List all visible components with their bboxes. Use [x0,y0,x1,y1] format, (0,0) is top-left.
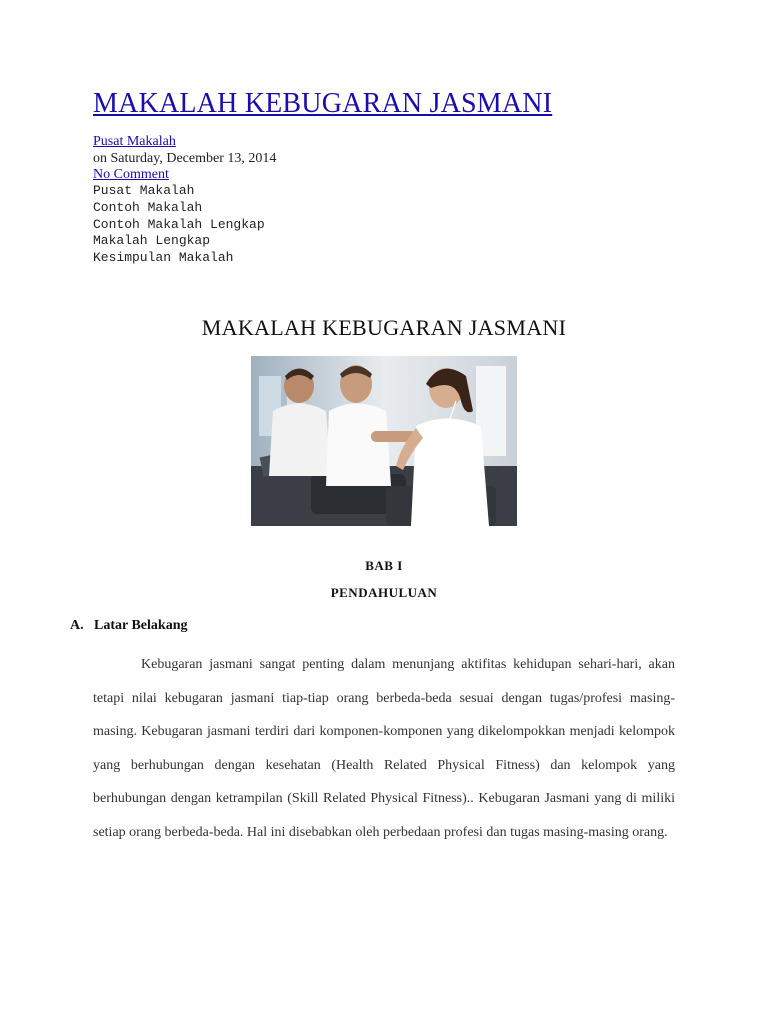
treadmill-photo [251,356,517,526]
label-item: Contoh Makalah [93,199,203,215]
comments-link[interactable]: No Comment [93,167,169,182]
post-title-link[interactable]: MAKALAH KEBUGARAN JASMANI [93,88,553,119]
label-item: Pusat Makalah [93,183,195,198]
section-number: A. [70,618,84,633]
body-paragraph: Kebugaran jasmani sangat penting dalam menunjang aktifitas kehidupan sehari-hari, akan tetapi nilai kebugaran jasmani tiap-tiap orang berbeda-beda sesuai dengan tugas/profesi masing-masing. Kebugaran jasmani terdiri dari komponen-komponen yang dikelompokkan menjadi kelompok yang berhubungan dengan kesehatan (Health Related Physical Fitness) dan kelompok yang berhubungan dengan ketrampilan (Skill Related Physical Fitness).. Kebugaran Jasmani yang di miliki setiap orang berbeda-beda. Hal ini disebabkan oleh perbedaan profesi dan tugas masing-masing orang. [93,657,675,840]
label-item: Kesimpulan Makalah [93,250,234,266]
author-link[interactable]: Pusat Makalah [93,134,176,149]
post-meta [93,134,276,184]
section-heading [70,618,187,634]
post-date: on Saturday, December 13, 2014 [93,150,277,166]
chapter-title: PENDAHULUAN [330,585,438,600]
label-item: Makalah Lengkap [93,233,211,249]
post-labels [93,183,265,267]
article-heading: MAKALAH KEBUGARAN JASMANI [201,315,567,340]
chapter-number: BAB I [365,558,403,573]
section-title: Latar Belakang [94,618,188,633]
label-item: Contoh Makalah Lengkap [93,216,265,232]
